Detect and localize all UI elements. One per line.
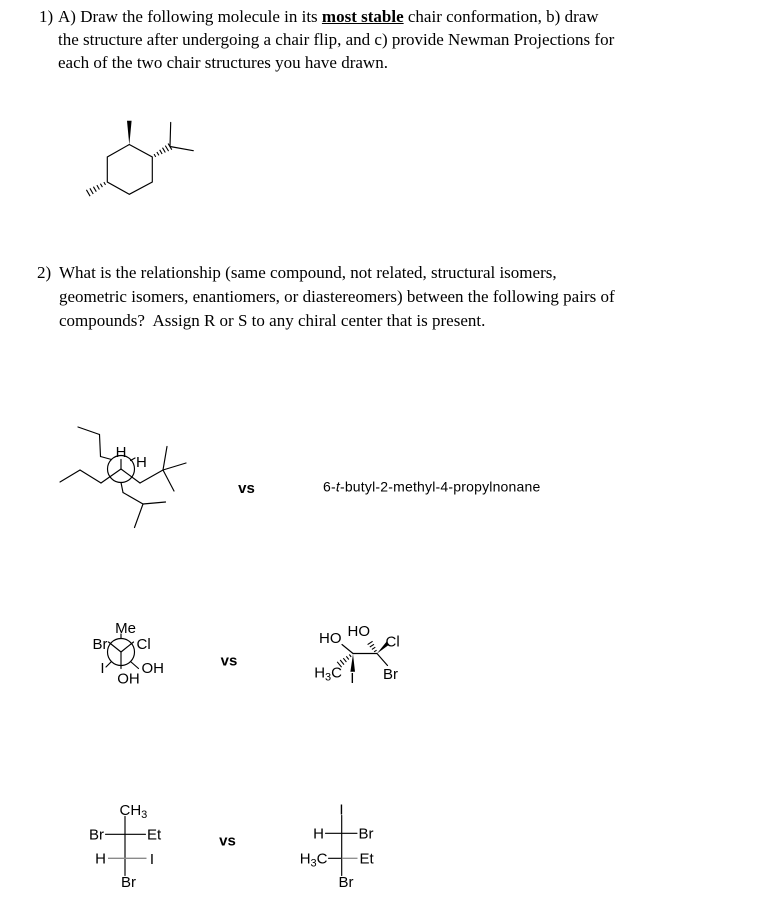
hashed-ho-bond xyxy=(368,641,377,652)
compound-name xyxy=(323,479,541,495)
zigzag-h3c-label: $H_3C$ xyxy=(314,664,342,684)
fischer-left-br-label: Br xyxy=(89,826,104,844)
fischer-left-h-label: H xyxy=(95,850,106,868)
q2-number: 2) xyxy=(37,263,52,282)
newman-projection-1 xyxy=(60,427,186,528)
zigzag-ho-left-label: HO xyxy=(319,630,342,647)
vs-label-2: vs xyxy=(220,652,238,670)
fischer-projection-left xyxy=(89,802,162,891)
zigzag-cl-label: Cl xyxy=(385,633,400,651)
newman2-oh-right-label: OH xyxy=(141,660,164,677)
newman2-i-label: I xyxy=(100,660,105,677)
fischer-right-backbone xyxy=(326,816,358,876)
q2-line2: geometric isomers, enantiomers, or diastereomers) between the following pairs of xyxy=(59,287,615,306)
fischer-left-br-bottom-label: Br xyxy=(121,874,136,891)
fischer-left-et-label: Et xyxy=(147,826,162,844)
q1-line1-pre: A) Draw the following molecule in its xyxy=(58,7,322,26)
q1-line3: each of the two chair structures you have drawn. xyxy=(58,53,388,72)
fischer-left-backbone xyxy=(106,817,146,876)
fischer-right-i-label: I xyxy=(339,801,344,819)
newman1-back-h-label: H xyxy=(136,454,147,471)
newman2-front-bonds xyxy=(109,642,134,669)
fischer-right-h3c-label: $H_3C$ xyxy=(299,850,328,870)
newman1-front-h-label: H xyxy=(115,444,127,461)
hashed-methyl-bond xyxy=(86,182,105,196)
newman1-back-propyl-chain xyxy=(78,427,112,460)
q1-line2: the structure after undergoing a chair flip, and c) provide Newman Projections for xyxy=(58,30,615,49)
vs-label-1: vs xyxy=(238,480,255,497)
fischer-projection-right xyxy=(300,802,375,892)
newman1-back-isobutyl-chain xyxy=(121,483,166,528)
newman2-me-label: Me xyxy=(115,620,136,637)
compound-name-post: -butyl-2-methyl-4-propylnonane xyxy=(339,478,541,495)
newman1-back-h-bond xyxy=(131,458,136,461)
fischer-right-br-label: Br xyxy=(358,825,374,843)
newman2-oh-bottom-label: OH xyxy=(117,670,140,688)
q1-line1-post: chair conformation, b) draw xyxy=(403,7,599,26)
cyclohexane-ring xyxy=(107,145,152,195)
q1-number: 1) xyxy=(39,7,54,26)
hashed-isopropyl-bond xyxy=(154,144,172,157)
isopropyl-group-bonds xyxy=(170,123,193,151)
fischer-right-br-bottom-label: Br xyxy=(338,874,354,891)
q1-line1-bold: most stable xyxy=(321,7,404,26)
newman-projection-2 xyxy=(93,620,165,688)
q2-line1: What is the relationship (same compound, not related, structural isomers, xyxy=(59,263,557,282)
newman1-neopentyl-chain xyxy=(140,447,186,492)
fischer-left-ch3-label: $CH_3$ xyxy=(119,802,148,821)
vs-label-3: vs xyxy=(219,832,236,850)
zigzag-backbone xyxy=(342,645,388,666)
zigzag-br-label: Br xyxy=(383,666,398,683)
newman1-front-propyl-chain xyxy=(60,470,101,483)
newman2-br-label: Br xyxy=(92,636,108,653)
wedge-methyl-bond xyxy=(127,121,132,145)
zigzag-ho-top-label: HO xyxy=(347,623,370,640)
newman2-cl-label: Cl xyxy=(136,636,151,653)
zigzag-i-label: I xyxy=(350,670,355,687)
wedge-dash-structure xyxy=(314,623,399,687)
fischer-right-et-label: Et xyxy=(359,850,374,868)
fischer-left-i-label: I xyxy=(149,851,155,868)
fischer-right-h-label: H xyxy=(313,825,324,843)
cyclohexane-structure xyxy=(86,121,193,197)
compound-name-pre: 6- xyxy=(323,478,336,495)
compound-name-italic-t: t xyxy=(335,478,340,495)
q2-line3: compounds? Assign R or S to any chiral center that is present. xyxy=(59,311,486,330)
